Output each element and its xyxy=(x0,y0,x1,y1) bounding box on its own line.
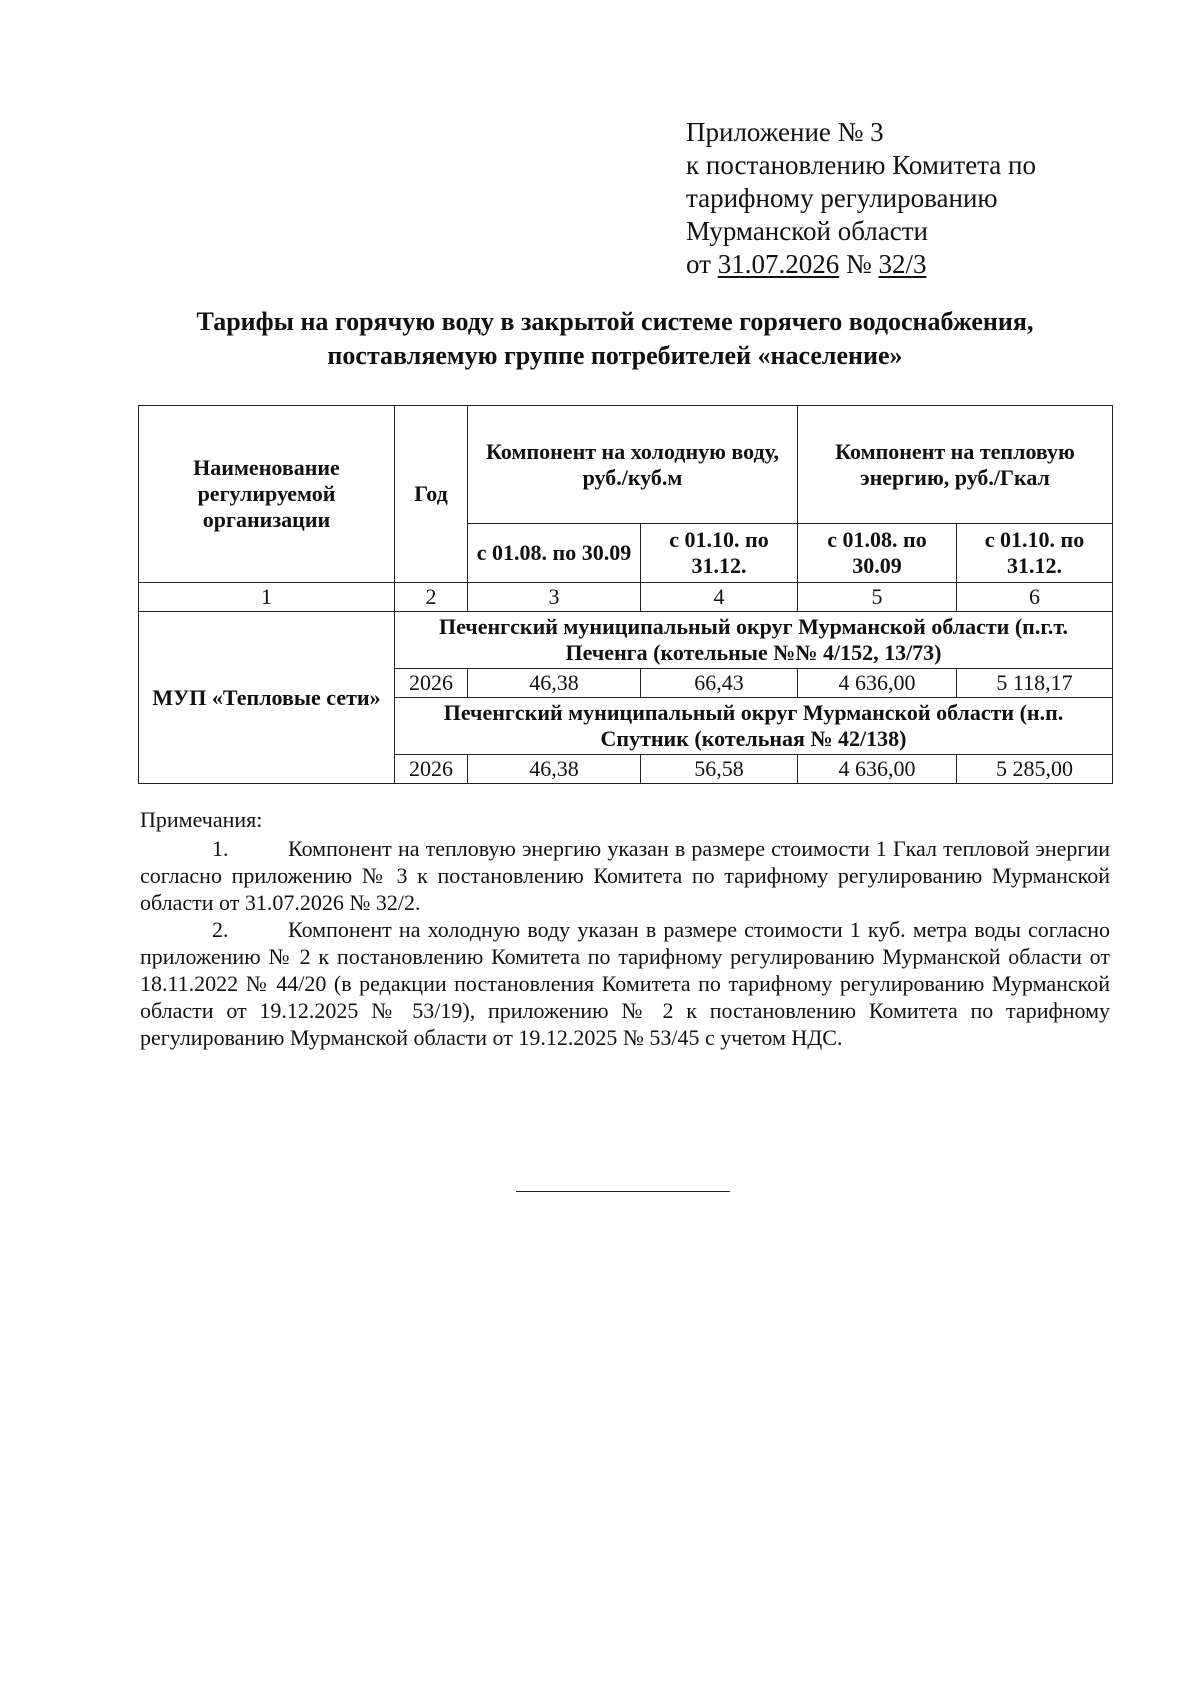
tariff-value: 66,43 xyxy=(641,669,798,698)
appendix-line-2: к постановлению Комитета по xyxy=(686,150,1036,180)
document-title xyxy=(120,305,1110,373)
notes-heading: Примечания: xyxy=(140,807,263,832)
note-text: Компонент на холодную воду указан в размере стоимости 1 куб. метра воды согласно приложению № 2 к постановлению Комитета по тарифному регулированию Мурманской области от 18.11.2022 № 44/20 (в редакции постановления Комитета по тарифному регулированию Мурманской области от 19.12.2025 № 53/19), приложению № 2 к постановлению Комитета по тарифному регулированию Мурманской области от 19.12.2025 № 53/45 с учетом НДС. xyxy=(140,917,1110,1050)
tariff-value: 46,38 xyxy=(468,755,641,784)
appendix-line-1: Приложение № 3 xyxy=(686,117,884,147)
note-text: Компонент на тепловую энергию указан в размере стоимости 1 Гкал тепловой энергии согласно приложению № 3 к постановлению Комитета по тарифному регулированию Мурманской области от 31.07.2026 № 32/2. xyxy=(140,836,1110,915)
appendix-line-4: Мурманской области xyxy=(686,216,928,246)
column-number: 5 xyxy=(798,583,957,612)
appendix-date-line xyxy=(686,248,1036,281)
tariff-value: 4 636,00 xyxy=(798,755,957,784)
appendix-header xyxy=(686,116,1036,281)
organization-name: МУП «Тепловые сети» xyxy=(139,612,395,784)
title-line-2: поставляемую группе потребителей «население» xyxy=(327,341,903,370)
header-heat-energy: Компонент на тепловую энергию, руб./Гкал xyxy=(798,406,1113,524)
note-number: 2. xyxy=(212,917,229,942)
tariff-value: 5 285,00 xyxy=(957,755,1113,784)
column-number: 1 xyxy=(139,583,395,612)
tariff-value: 56,58 xyxy=(641,755,798,784)
header-year: Год xyxy=(395,406,468,583)
resolution-date: 31.07.2026 xyxy=(717,249,840,279)
title-line-1: Тарифы на горячую воду в закрытой системе горячего водоснабжения, xyxy=(196,307,1034,336)
note-number: 1. xyxy=(212,836,229,861)
note-item xyxy=(140,835,1110,916)
column-number: 3 xyxy=(468,583,641,612)
header-heat-period-2: с 01.10. по 31.12. xyxy=(957,524,1113,583)
resolution-number: 32/3 xyxy=(878,249,927,279)
column-number: 6 xyxy=(957,583,1113,612)
tariff-table xyxy=(138,405,1113,784)
header-organization: Наименование регулируемой организации xyxy=(139,406,395,583)
appendix-line-3: тарифному регулированию xyxy=(686,183,998,213)
column-number: 2 xyxy=(395,583,468,612)
header-heat-period-1: с 01.08. по 30.09 xyxy=(798,524,957,583)
closing-divider xyxy=(516,1191,730,1192)
year-cell: 2026 xyxy=(395,669,468,698)
header-cold-period-1: с 01.08. по 30.09 xyxy=(468,524,641,583)
date-prefix: от xyxy=(686,249,718,279)
note-item xyxy=(140,916,1110,1051)
number-prefix: № xyxy=(839,249,879,279)
year-cell: 2026 xyxy=(395,755,468,784)
tariff-value: 46,38 xyxy=(468,669,641,698)
location-group-1: Печенгский муниципальный округ Мурманской области (п.г.т. Печенга (котельные №№ 4/152, 13/73) xyxy=(395,612,1113,669)
tariff-value: 5 118,17 xyxy=(957,669,1113,698)
notes-section xyxy=(140,806,1110,1051)
location-group-2: Печенгский муниципальный округ Мурманской области (н.п. Спутник (котельная № 42/138) xyxy=(395,698,1113,755)
header-cold-water: Компонент на холодную воду, руб./куб.м xyxy=(468,406,798,524)
header-cold-period-2: с 01.10. по 31.12. xyxy=(641,524,798,583)
column-number: 4 xyxy=(641,583,798,612)
tariff-value: 4 636,00 xyxy=(798,669,957,698)
